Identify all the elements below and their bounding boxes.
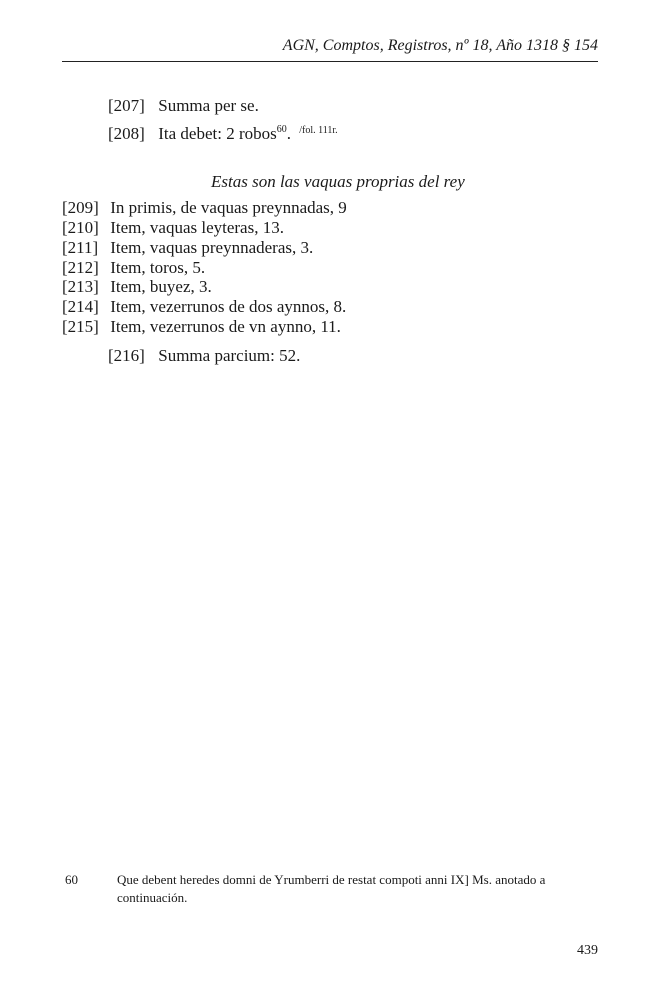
- entry-number: [207]: [108, 96, 145, 115]
- entry-207: [108, 96, 259, 116]
- entry-214: [62, 297, 346, 317]
- entry-text: Ita debet: 2 robos: [158, 124, 277, 143]
- section-heading: Estas son las vaquas proprias del rey: [211, 172, 465, 191]
- entry-number: [214]: [62, 297, 99, 316]
- entry-216: [108, 346, 300, 366]
- entry-text: In primis, de vaquas preynnadas, 9: [110, 198, 347, 217]
- entry-number: [209]: [62, 198, 99, 217]
- entry-208: [108, 124, 338, 144]
- entry-text: Item, buyez, 3.: [110, 277, 212, 296]
- entry-text: Item, vezerrunos de dos aynnos, 8.: [110, 297, 347, 316]
- page-number: 439: [577, 943, 598, 958]
- folio-marker: /fol. 111r.: [299, 125, 338, 136]
- entry-text: Item, vaquas leyteras, 13.: [110, 218, 284, 237]
- entry-punctuation: .: [286, 124, 291, 143]
- entry-number: [208]: [108, 124, 145, 143]
- entry-number: [216]: [108, 346, 145, 365]
- running-head: AGN, Comptos, Registros, nº 18, Año 1318 § 154: [282, 37, 598, 54]
- footnote: [62, 871, 598, 907]
- entry-number: [213]: [62, 277, 99, 296]
- entry-text: Summa per se.: [158, 96, 259, 115]
- footnote-text: Que debent heredes domni de Yrumberri de restat compoti anni IX] Ms. anotado a continuación.: [117, 872, 546, 905]
- entry-text: Summa parcium: 52.: [158, 346, 301, 365]
- entry-213: [62, 277, 212, 297]
- entry-number: [211]: [62, 238, 99, 257]
- entry-215: [62, 317, 341, 337]
- entry-number: [215]: [62, 317, 99, 336]
- entry-211: [62, 238, 313, 258]
- entry-209: [62, 198, 347, 218]
- entry-text: Item, toros, 5.: [110, 258, 206, 277]
- footnote-reference: 60: [276, 124, 287, 135]
- entry-number: [212]: [62, 258, 99, 277]
- entry-212: [62, 258, 205, 278]
- entry-text: Item, vezerrunos de vn aynno, 11.: [110, 317, 341, 336]
- entry-210: [62, 218, 284, 238]
- entry-text: Item, vaquas preynnaderas, 3.: [110, 238, 314, 257]
- header-rule: [62, 61, 598, 62]
- footnote-number: 60: [65, 872, 78, 887]
- entry-number: [210]: [62, 218, 99, 237]
